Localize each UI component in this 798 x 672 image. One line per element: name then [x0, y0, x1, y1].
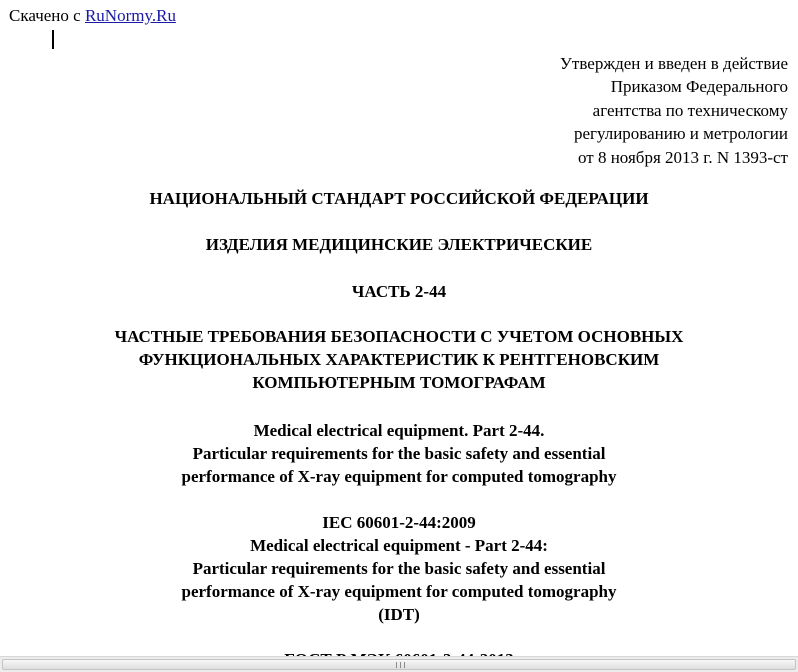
approval-line: от 8 ноября 2013 г. N 1393-ст	[578, 147, 788, 167]
iec-line: Medical electrical equipment - Part 2-44:	[250, 536, 548, 555]
russian-title	[0, 325, 798, 394]
grip-icon	[396, 662, 405, 668]
iec-line: IEC 60601-2-44:2009	[322, 513, 476, 532]
iec-line: (IDT)	[378, 605, 420, 624]
english-title-line: performance of X-ray equipment for computed tomography	[181, 467, 617, 486]
english-title-line: Medical electrical equipment. Part 2-44.	[253, 421, 545, 440]
english-title	[0, 419, 798, 488]
approval-line: Утвержден и введен в действие	[559, 54, 788, 73]
text-cursor	[52, 30, 54, 49]
scrollbar-thumb[interactable]	[2, 659, 796, 670]
russian-title-line: КОМПЬЮТЕРНЫМ ТОМОГРАФАМ	[252, 373, 546, 392]
standard-title	[0, 187, 798, 210]
subject-title-text: ИЗДЕЛИЯ МЕДИЦИНСКИЕ ЭЛЕКТРИЧЕСКИЕ	[205, 235, 593, 254]
horizontal-scrollbar[interactable]	[0, 656, 798, 672]
part-title-text: ЧАСТЬ 2-44	[351, 282, 447, 301]
part-title	[0, 280, 798, 303]
iec-line: Particular requirements for the basic safety and essential	[192, 559, 606, 578]
subject-title	[0, 233, 798, 256]
runormy-link[interactable]: RuNormy.Ru	[84, 6, 176, 25]
downloaded-prefix: Скачено с	[9, 6, 81, 25]
downloaded-from-line	[9, 6, 176, 26]
approval-line: Приказом Федерального	[610, 77, 788, 97]
approval-line: регулированию и метрологии	[573, 124, 788, 144]
approval-line: агентства по техническому	[592, 100, 788, 120]
russian-title-line: ЧАСТНЫЕ ТРЕБОВАНИЯ БЕЗОПАСНОСТИ С УЧЕТОМ ОСНОВНЫХ	[114, 327, 684, 346]
iec-line: performance of X-ray equipment for computed tomography	[181, 582, 617, 601]
standard-title-text: НАЦИОНАЛЬНЫЙ СТАНДАРТ РОССИЙСКОЙ ФЕДЕРАЦИИ	[149, 189, 649, 208]
approval-block	[468, 52, 788, 169]
iec-reference	[0, 511, 798, 626]
russian-title-line: ФУНКЦИОНАЛЬНЫХ ХАРАКТЕРИСТИК К РЕНТГЕНОВСКИМ	[138, 350, 660, 369]
english-title-line: Particular requirements for the basic safety and essential	[192, 444, 606, 463]
